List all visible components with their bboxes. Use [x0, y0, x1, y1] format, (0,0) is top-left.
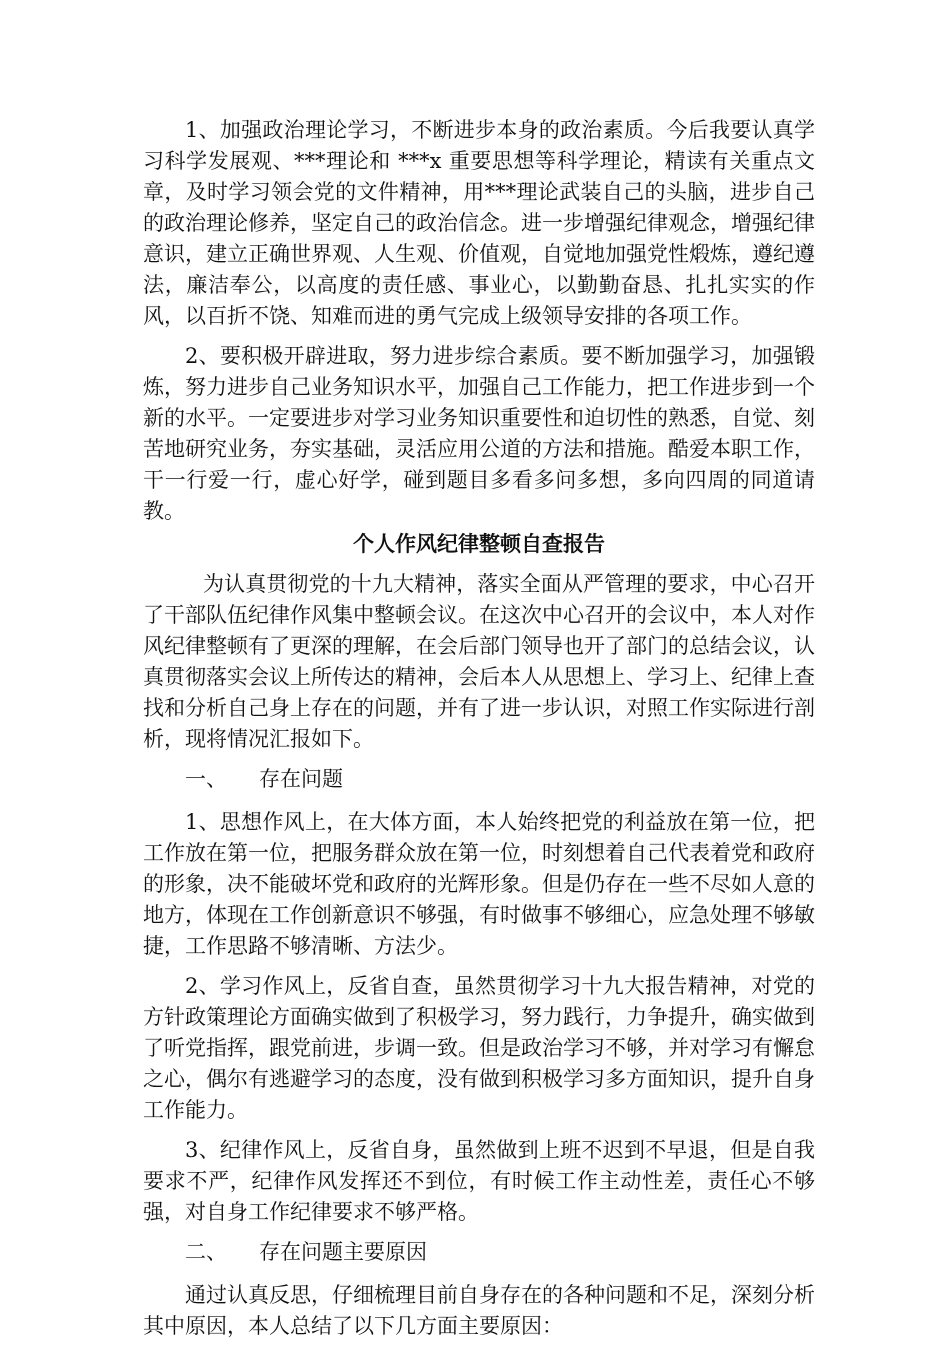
section-heading-text: 存在问题: [259, 767, 343, 791]
paragraph-political-theory: 1、加强政治理论学习，不断进步本身的政治素质。今后我要认真学习科学发展观、***理论和 ***x 重要思想等科学理论，精读有关重点文章，及时学习领会党的文件精神，用***理论武装自己的头脑，进步自己的政治理论修养，坚定自己的政治信念。进一步增强纪律观念，增强纪律意识，建立正确世界观、人生观、价值观，自觉地加强党性煅炼，遵纪遵法，廉洁奉公，以高度的责任感、事业心，以勤勤奋恳、扎扎实实的作风，以百折不饶、知难而进的勇气完成上级领导安排的各项工作。: [143, 118, 815, 328]
paragraph-comprehensive-quality: 2、要积极开辟进取，努力进步综合素质。要不断加强学习，加强锻炼，努力进步自己业务知识水平，加强自己工作能力，把工作进步到一个新的水平。一定要进步对学习业务知识重要性和迫切性的熟悉，自觉、刻苦地研究业务，夯实基础，灵活应用公道的方法和措施。酷爱本职工作，干一行爱一行，虚心好学，碰到题目多看多问多想，多向四周的同道请教。: [143, 344, 815, 523]
document-page: [143, 115, 815, 1351]
paragraph-issue-study: 2、学习作风上，反省自查，虽然贯彻学习十九大报告精神，对党的方针政策理论方面确实做到了积极学习，努力践行，力争提升，确实做到了听党指挥，跟党前进，步调一致。但是政治学习不够，并对学习有懈怠之心，偶尔有逃避学习的态度，没有做到积极学习多方面知识，提升自身工作能力。: [143, 974, 815, 1122]
section-heading-issues: [143, 764, 815, 795]
document-title: 个人作风纪律整顿自查报告: [353, 532, 605, 556]
section-heading-number: 一、: [185, 767, 227, 791]
paragraph-introduction: 为认真贯彻党的十九大精神，落实全面从严管理的要求，中心召开了干部队伍纪律作风集中整顿会议。在这次中心召开的会议中，本人对作风纪律整顿有了更深的理解，在会后部门领导也开了部门的总结会议，认真贯彻落实会议上所传达的精神，会后本人从思想上、学习上、纪律上查找和分析自己身上存在的问题，并有了进一步认识，对照工作实际进行剖析，现将情况汇报如下。: [143, 572, 815, 751]
section-heading-text: 存在问题主要原因: [259, 1240, 427, 1264]
paragraph-issue-discipline: 3、纪律作风上，反省自身，虽然做到上班不迟到不早退，但是自我要求不严，纪律作风发挥还不到位，有时候工作主动性差，责任心不够强，对自身工作纪律要求不够严格。: [143, 1138, 815, 1224]
section-heading-causes: [143, 1237, 815, 1268]
paragraph-issue-thinking: 1、思想作风上，在大体方面，本人始终把党的利益放在第一位，把工作放在第一位，把服务群众放在第一位，时刻想着自己代表着党和政府的形象，决不能破坏党和政府的光辉形象。但是仍存在一些不尽如人意的地方，体现在工作创新意识不够强，有时做事不够细心，应急处理不够敏捷，工作思路不够清晰、方法少。: [143, 810, 815, 958]
section-heading-number: 二、: [185, 1240, 227, 1264]
paragraph-causes-summary: 通过认真反思，仔细梳理目前自身存在的各种问题和不足，深刻分析其中原因，本人总结了以下几方面主要原因：: [143, 1283, 815, 1338]
